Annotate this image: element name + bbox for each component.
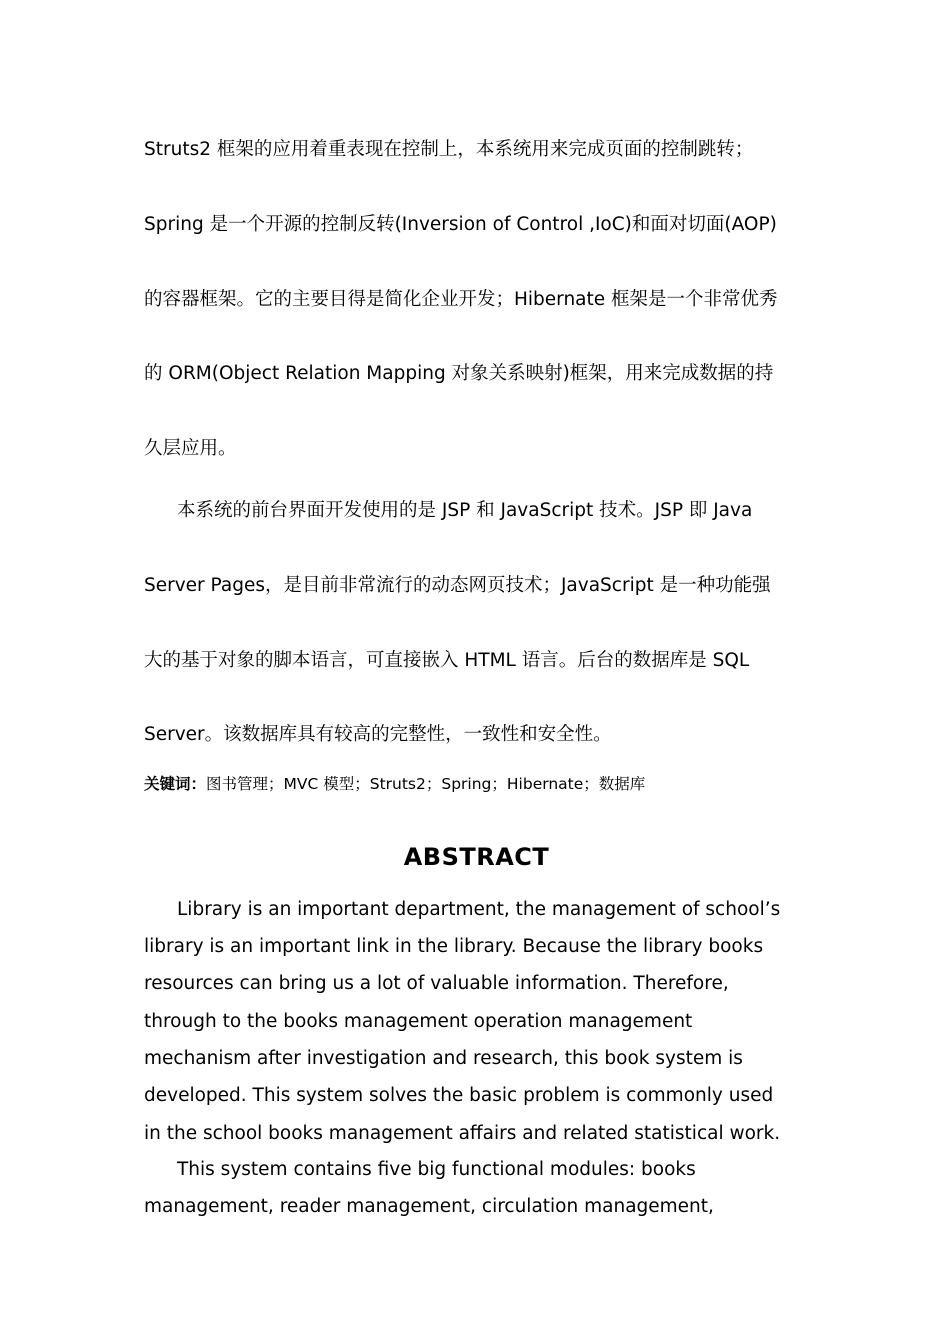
abstract-line: This system contains five big functional modules: books xyxy=(177,1159,696,1180)
abstract-line: resources can bring us a lot of valuable information. Therefore, xyxy=(144,973,729,994)
chinese-paragraph-line: Server。该数据库具有较高的完整性，一致性和安全性。 xyxy=(144,724,612,745)
chinese-paragraph-line: 的容器框架。它的主要目得是简化企业开发；Hibernate 框架是一个非常优秀 xyxy=(144,289,778,310)
abstract-line: management, reader management, circulation management, xyxy=(144,1196,714,1217)
keywords-label: 关键词： xyxy=(144,775,207,793)
chinese-paragraph-line: Struts2 框架的应用着重表现在控制上，本系统用来完成页面的控制跳转； xyxy=(144,139,754,160)
chinese-paragraph-line: Spring 是一个开源的控制反转(Inversion of Control ,IoC)和面对切面(AOP) xyxy=(144,214,777,235)
abstract-line: mechanism after investigation and research, this book system is xyxy=(144,1048,743,1069)
keywords-line xyxy=(144,773,645,795)
document-page xyxy=(144,0,809,1344)
abstract-title: ABSTRACT xyxy=(403,843,550,871)
abstract-line: library is an important link in the library. Because the library books xyxy=(144,936,764,957)
abstract-line: developed. This system solves the basic problem is commonly used xyxy=(144,1085,774,1106)
abstract-line: Library is an important department, the management of school’s xyxy=(177,899,781,920)
chinese-paragraph-line: 本系统的前台界面开发使用的是 JSP 和 JavaScript 技术。JSP 即 Java xyxy=(177,500,753,521)
chinese-paragraph-line: 久层应用。 xyxy=(144,438,237,459)
chinese-paragraph-line: Server Pages，是目前非常流行的动态网页技术；JavaScript 是一种功能强 xyxy=(144,575,771,596)
abstract-line: through to the books management operation management xyxy=(144,1011,693,1032)
chinese-paragraph-line: 大的基于对象的脚本语言，可直接嵌入 HTML 语言。后台的数据库是 SQL xyxy=(144,650,750,671)
keywords-text: 图书管理；MVC 模型；Struts2；Spring；Hibernate；数据库 xyxy=(206,775,646,793)
abstract-line: in the school books management affairs and related statistical work. xyxy=(144,1123,781,1144)
chinese-paragraph-line: 的 ORM(Object Relation Mapping 对象关系映射)框架，用来完成数据的持 xyxy=(144,363,774,384)
